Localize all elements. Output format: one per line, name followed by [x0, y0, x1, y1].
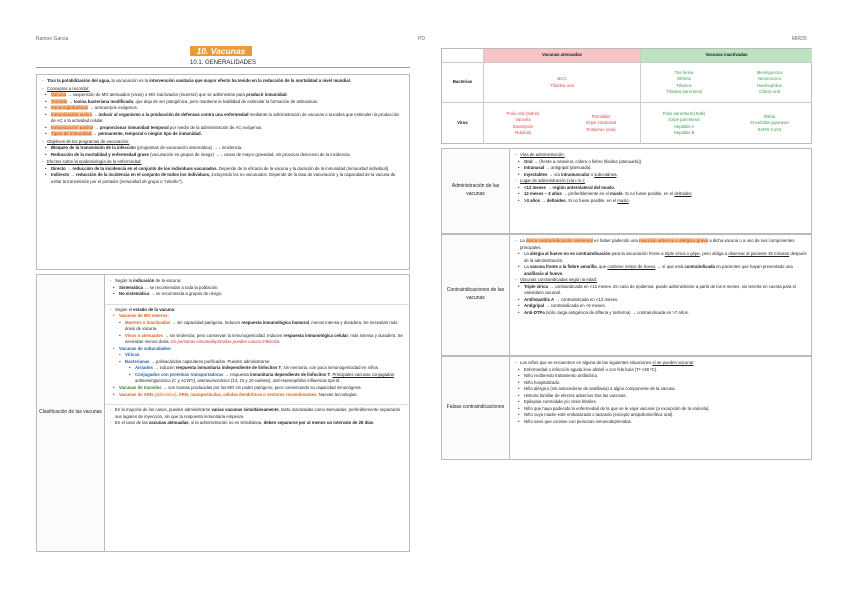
list-item: • Niño sano que convive con personas inmunodeprimidas.: [514, 419, 807, 426]
list-item: • Intranasal → antigripal (atenuada).: [514, 165, 807, 172]
virus-inactivated-cell-2: [727, 103, 812, 144]
table-cell: Sarampión: [512, 123, 534, 129]
list-item: • <12 meses → región anterolateral del muslo.: [514, 185, 807, 192]
list-item: • Niño que haya padecido la enfermedad de la que se le vaya vacunar (a excepción de la varicela).: [514, 406, 807, 413]
list-item: • Anti-DTPa (sólo carga antigénica de difteria y tosferina) → contraindicada en >7 años.: [514, 310, 807, 317]
list-item: • Conjugados con proteínas transportadoras → respuesta inmunitaria dependiente de linfocitos T. Principales vacunas conjugadas: antimeningocócica (C y ACWY), antineumocócica (13, 15 y 20-valente), anti-Haemophilus influenzae tipo B.: [109, 372, 405, 385]
table-cell: Encefalitis japonesa: [750, 120, 789, 126]
table-cell: BCG: [557, 76, 567, 82]
list-item: • Niño recibiendo tratamiento antibiótico.: [514, 373, 807, 380]
table-cell: Rabia: [763, 113, 776, 119]
false-contraindications-box: [441, 356, 812, 460]
table-cell: Neumococo: [758, 76, 781, 82]
table-cell: Gripe parenteral: [668, 117, 700, 123]
list-item: • Antihepatitis A → contraindicada en <12 meses.: [514, 297, 807, 304]
list-item: • Niño cuya madre esté embarazada o lactando (excepto antipoliomielítica oral).: [514, 412, 807, 419]
header-page: PD: [418, 36, 425, 42]
list-item: ▪ Muertos o inactivados → sin capacidad patógena. Inducen respuesta inmunológica humoral, menos intensa y duradera. Se necesitan más dosis de vacuna.: [109, 320, 405, 333]
table-cell: Polio parenteral (Salk): [662, 110, 706, 116]
virus-attenuated-cell-1: [484, 103, 562, 144]
age-title: - Vacunas contraindicadas según la edad:: [514, 277, 807, 284]
virus-attenuated-cell-2: [562, 103, 641, 144]
table-cell: Tétanos: [676, 82, 692, 88]
table-cell: SARS-CoV2: [757, 126, 782, 132]
list-item: • Historia familiar de efectos adversos tras las vacunas.: [514, 393, 807, 400]
list-item: • Inmunización pasiva → proporcionar inmunidad temporal por medio de la administración de AC exógenos.: [41, 125, 405, 132]
list-item: • Niño alérgico (sin antecedente de anafilaxia) a algún componente de la vacuna.: [514, 386, 807, 393]
list-item: • La alergia al huevo no es contraindicación para la vacunación frente a triple vírica o gripe, pero obliga a observar al paciente 30 minutos después de la administración.: [514, 251, 807, 264]
intro-box: [36, 74, 410, 270]
list-item: ▪ Vivos o atenuados → sin virulencia, pero conservan la inmunogenicidad. Inducen respuesta inmunológica celular, más intensa y duradera. Se necesitan menos dosis. En personas inmunodeprimidas pueden causar infección.: [109, 333, 405, 346]
table-cell: Haemophilus: [756, 82, 783, 88]
section-title: 10.1. GENERALIDADES: [36, 60, 410, 68]
intro-paragraph: - Tras la potabilización del agua, la vacunación es la intervención sanitaria que mayor efecto ha tenido en la reducción de la mortalidad a nivel mundial.: [41, 78, 405, 85]
header-author: Ramon Garcia: [36, 36, 69, 42]
list-item: • Antigripal → contraindicada en <6 meses.: [514, 303, 807, 310]
list-item: • No sistemática → se recomienda a grupos de riesgo.: [109, 291, 405, 298]
table-cell: Cólera oral: [758, 88, 781, 94]
virus-inactivated-cell-1: [641, 103, 727, 144]
list-item: • Vacunas de ADN (plásmidos), ARN, nanopartículas, células dendríticas o vectores recombinantes. Nuevas tecnologías.: [109, 392, 405, 399]
list-item: • Niño hospitalizado.: [514, 380, 807, 387]
table-cell: Rubéola: [514, 129, 531, 135]
contraindications-box: [441, 234, 812, 356]
micro-title: • Vacunas de MO enteros:: [109, 313, 405, 320]
table-cell: Gripe intranasal: [585, 120, 617, 126]
site-title: - Lugar de administración (vía i.m.):: [514, 178, 807, 185]
administration-label: Administración de las vacunas: [442, 149, 510, 233]
false-contraindications-label: Falsas contraindicaciones: [442, 357, 510, 459]
administration-box: [441, 148, 812, 234]
universal-contraindication: - La única contraindicación universal es haber padecido una reacción adversa o alérgica grave a dicha vacuna o a uno de sus componentes principales.: [514, 238, 807, 251]
contraindications-label: Contraindicaciones de las vacunas: [442, 235, 510, 355]
table-cell: Meningococo: [756, 69, 783, 75]
list-item: • Triple vírica → contraindicada en <12 meses. En caso de epidemia, puede administrarse a partir de los 6 meses, sin tenerla en cuenta para el calendario vacunal.: [514, 284, 807, 297]
list-item: • Bloqueo de la transmisión de la infección (programas de vacunación sistemática) → ↓ incidencia.: [41, 145, 405, 152]
header-course: MIR25: [792, 36, 807, 42]
bacteria-attenuated-cell: [484, 63, 641, 103]
table-cell: Rotavirus (oral): [586, 126, 616, 132]
subunit-title: • Vacunas de subunidades:: [109, 346, 405, 353]
classification-box: [36, 274, 410, 552]
list-item: • Epilepsia controlada y/o crisis febriles.: [514, 399, 807, 406]
contraindications-content: [510, 235, 811, 355]
list-item: • Vacuna → suspensión de MO atenuados (vivos) o MO inactivados (muertos) que se administran para producir inmunidad.: [41, 92, 405, 99]
concepts-title: - Conceptos a recordar:: [41, 86, 405, 93]
table-cell: Parotiditis: [591, 113, 611, 119]
list-item: • Directo → reducción de la incidencia en el conjunto de los individuos vacunados. Depende de la eficacia de la vacuna y la duración de la inmunidad (inmunidad individual).: [41, 166, 405, 173]
list-item: • Aislados → inducen respuesta inmunitaria independiente de linfocitos T, sin memoria, con poca inmunogenicidad en niños.: [109, 365, 405, 372]
list-item: • Reducción de la mortalidad y enfermedad grave (vacunación en grupos de riesgo) → ↓ casos de mayor gravedad, sin provocar descenso de la incidencia.: [41, 152, 405, 159]
list-item: • La vacuna frente a la fiebre amarilla, que contiene restos de huevo → sí que está contraindicada en pacientes que hayan presentado una anafilaxia al huevo.: [514, 264, 807, 277]
table-header-blank: [442, 49, 484, 63]
list-item: ▪ Bacterianas → polisacáridos capsulares purificados. Pueden administrarse:: [109, 359, 405, 366]
table-header-inactivated: Vacunas inactivadas: [641, 49, 812, 63]
table-cell: Polio oral (Sabin): [506, 110, 540, 116]
table-cell: Tos ferina: [674, 69, 694, 75]
list-item: • Oral → (frente a rotavirus, cólera o fiebre tifoidea (atenuada)).: [514, 159, 807, 166]
interval-note: - En el caso de las vacunas atenuadas, si la administración no es simultánea, deben separarse por al menos un intervalo de 28 días.: [109, 420, 405, 427]
table-cell: Hepatitis B: [673, 129, 695, 135]
list-item: • Toxoide → toxina bacteriana modificada, que deja de ser patogénica, pero mantiene la habilidad de estimular la formación de antitoxinas.: [41, 99, 405, 106]
list-item: • Vacunas de toxoides → son toxinas producidas por los MO sin poder patógeno, pero conservando su capacidad inmunógena.: [109, 385, 405, 392]
list-item: • Inmunoglobulinas → anticuerpos exógenos.: [41, 105, 405, 112]
list-item: • Enfermedad o infección aguda leve afebril o con febrícula (Tª <38 ºC).: [514, 367, 807, 374]
effects-title: - Efectos sobre la epidemiología de la enfermedad:: [41, 159, 405, 166]
classification-label: Clasificación de las vacunas: [37, 275, 105, 551]
bacteria-inactivated-cell-2: [727, 63, 812, 103]
state-title: - Según el estado de la vacuna:: [109, 307, 405, 314]
list-item: • Inyectables → vía intramuscular o subcutánea.: [514, 172, 807, 179]
table-header-attenuated: Vacunas atenuadas: [484, 49, 641, 63]
table-cell: Hepatitis A: [673, 123, 695, 129]
objectives-title: - Objetivos de los programas de vacunación:: [41, 139, 405, 146]
false-ci-intro: - Los niños que se encuentren en alguna de las siguientes situaciones sí se pueden vacunar:: [514, 360, 807, 367]
table-cell: Difteria: [677, 76, 691, 82]
list-item: • Tipos de inmunidad → permanente, temporal o ningún tipo de inmunidad.: [41, 131, 405, 138]
list-item: • Inmunización activa → inducir al organismo a la producción de defensas contra una enfermedad mediante la administración de vacunas o toxoides que estimulen la producción de AC o la actividad celular.: [41, 112, 405, 125]
vaccine-table: [441, 48, 812, 144]
list-item: • >3 años → deltoides. Si no fuese posible, en el muslo.: [514, 198, 807, 205]
administration-content: [510, 149, 811, 233]
list-item: • Sistemática → se recomiendan a toda la población.: [109, 285, 405, 292]
table-cell: Varicela: [515, 117, 531, 123]
routes-title: - Vías de administración:: [514, 152, 807, 159]
bacteria-inactivated-cell-1: [641, 63, 727, 103]
simultaneous-note: - En la mayoría de los casos, pueden administrarse varias vacunas simultáneamente, tanto inactivadas como atenuadas, preferiblemente separando sus lugares de inyección, sin que la respuesta inmunitaria empeore.: [109, 407, 405, 420]
list-item: • 12 meses – 3 años → preferiblemente en el muslo. Si no fuese posible, en el deltoides.: [514, 191, 807, 198]
table-cell: Tifoidea parenteral: [666, 88, 702, 94]
indication-title: - Según la indicación de la vacuna:: [109, 278, 405, 285]
row-label-bacteria: Bacterias: [442, 63, 484, 103]
list-item: ▪ Víricas.: [109, 352, 405, 359]
false-contraindications-content: [510, 357, 811, 459]
classification-content: [105, 275, 409, 551]
row-label-virus: Virus: [442, 103, 484, 144]
table-cell: Tifoidea oral: [550, 82, 574, 88]
page-title: 10. Vacunas: [190, 46, 252, 56]
list-item: • Indirecto → reducción de la incidencia en el conjunto de todos los individuos, incluyendo los no vacunados. Depende de la tasa de vacunación y la capacidad de la vacuna de evitar la transmisión por el portador (inmunidad de grupo o "rebaño").: [41, 172, 405, 185]
